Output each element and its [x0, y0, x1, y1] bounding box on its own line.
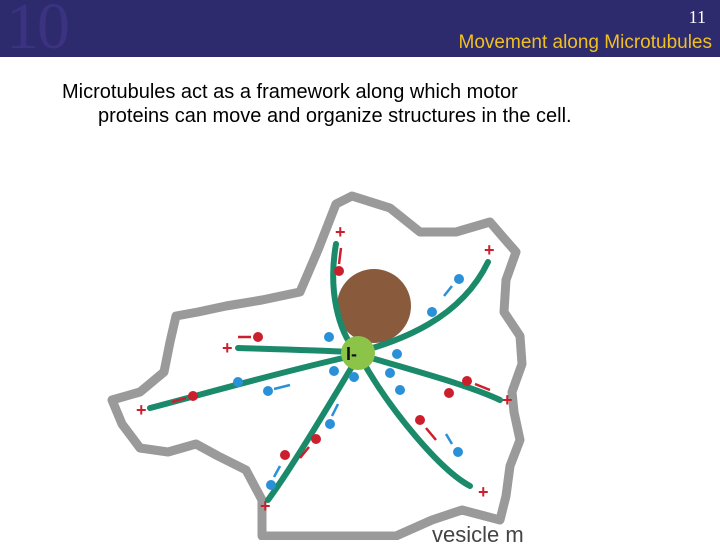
- red-motor: [462, 376, 472, 386]
- plus-marker: +: [478, 482, 489, 502]
- red-motor: [253, 332, 263, 342]
- red-motor: [415, 415, 425, 425]
- red-motor: [334, 266, 344, 276]
- microtubule-left: [238, 348, 352, 352]
- blue-motor: [427, 307, 437, 317]
- plus-marker: +: [502, 390, 513, 410]
- blue-motor: [324, 332, 334, 342]
- blue-motor: [453, 447, 463, 457]
- centrosome-label: I-: [346, 344, 357, 364]
- nucleus: [337, 269, 411, 343]
- plus-marker: +: [335, 222, 346, 242]
- blue-motor: [325, 419, 335, 429]
- blue-motor: [233, 377, 243, 387]
- blue-motor: [454, 274, 464, 284]
- blue-motor: [263, 386, 273, 396]
- vesicle-label: vesicle m: [432, 522, 524, 547]
- plus-marker: +: [222, 338, 233, 358]
- body-line-2: proteins can move and organize structures in the cell.: [98, 105, 572, 127]
- blue-motor: [395, 385, 405, 395]
- plus-marker: +: [484, 240, 495, 260]
- red-motor: [311, 434, 321, 444]
- blue-motor: [329, 366, 339, 376]
- red-motor: [280, 450, 290, 460]
- blue-motor: [266, 480, 276, 490]
- red-motor: [444, 388, 454, 398]
- chapter-number: 10: [6, 0, 68, 63]
- blue-motor: [385, 368, 395, 378]
- plus-marker: +: [260, 496, 271, 516]
- blue-motor: [392, 349, 402, 359]
- plus-marker: +: [136, 400, 147, 420]
- slide-title: Movement along Microtubules: [458, 32, 712, 53]
- body-line-1: Microtubules act as a framework along which motor: [62, 81, 518, 103]
- slide-number: 11: [688, 7, 706, 27]
- red-motor: [188, 391, 198, 401]
- blue-motor: [349, 372, 359, 382]
